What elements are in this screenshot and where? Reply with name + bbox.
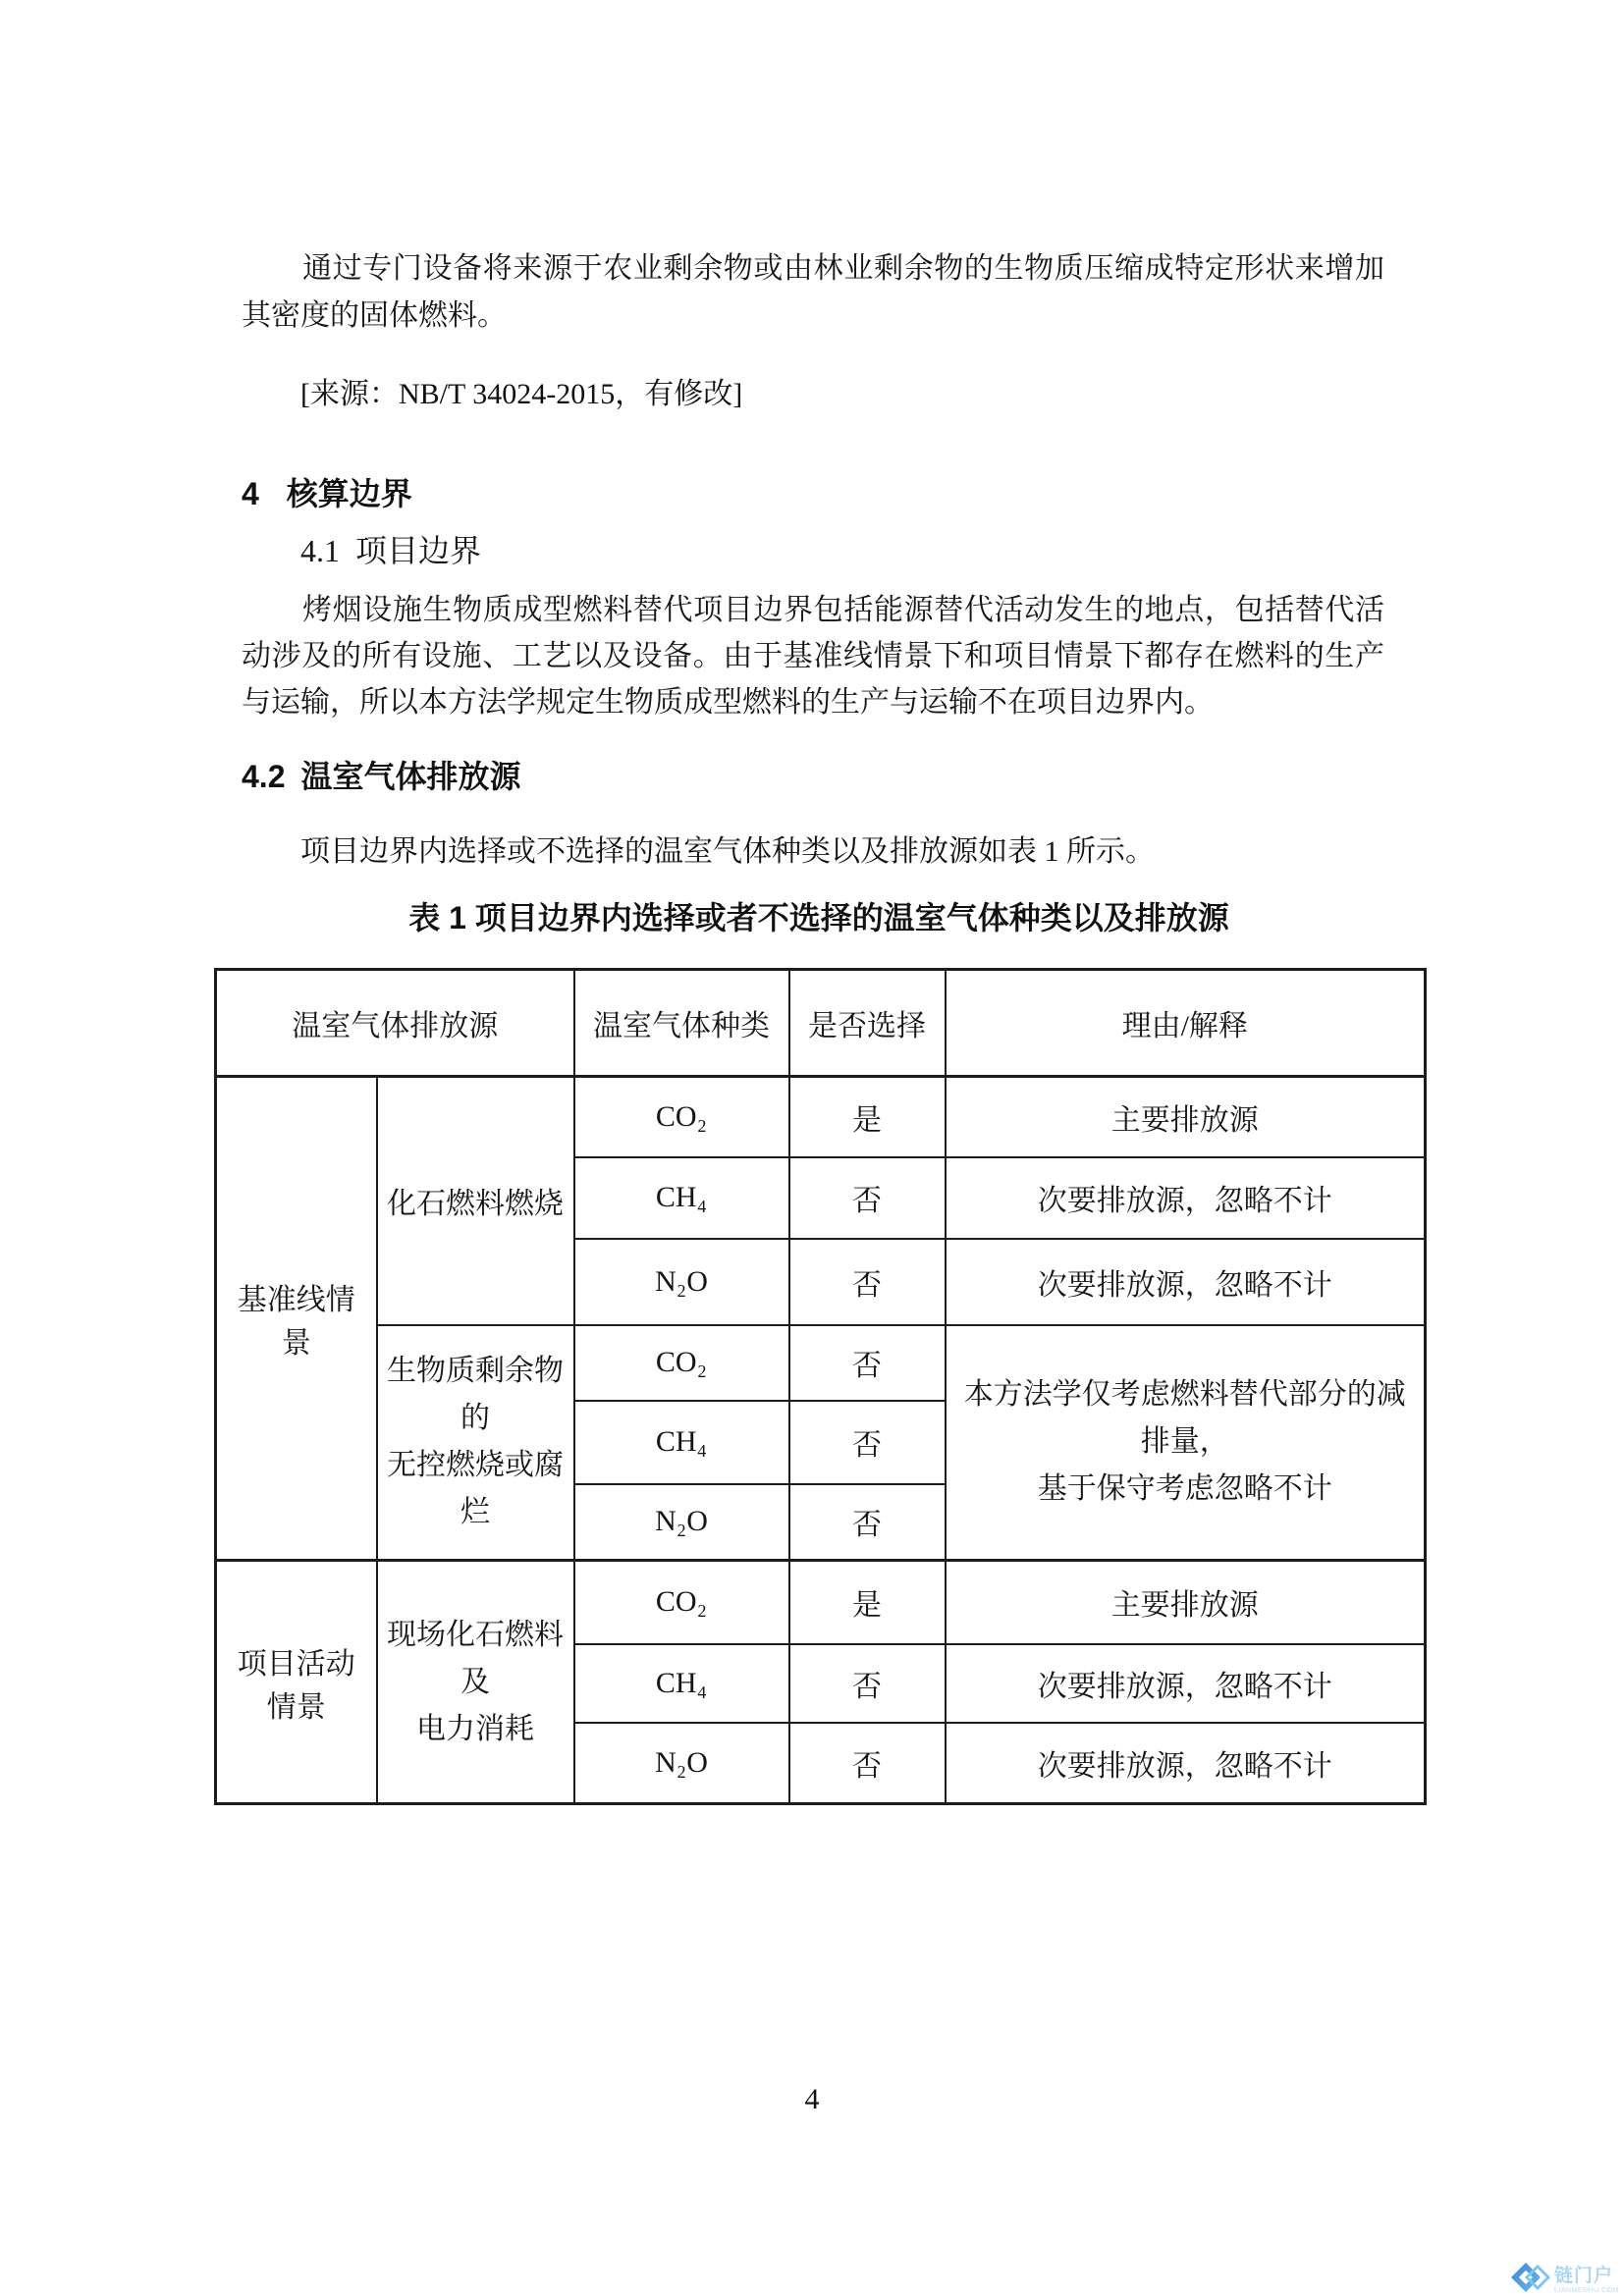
paragraph-definition: 通过专门设备将来源于农业剩余物或由林业剩余物的生物质压缩成特定形状来增加其密度的固体燃料。: [242, 252, 1384, 332]
table-row: [216, 1077, 1426, 1157]
watermark-text: [1554, 2267, 1619, 2294]
cell-onsite-fossil-electricity: [377, 1561, 574, 1804]
cell-gas: CO₂: [574, 1561, 789, 1644]
header-gas-type: 温室气体种类: [574, 970, 789, 1077]
cell-baseline-scenario: 基准线情景: [216, 1077, 377, 1561]
cell-reason: 次要排放源，忽略不计: [946, 1239, 1426, 1325]
cell-reason: 主要排放源: [946, 1561, 1426, 1644]
cell-biomass-reason: [946, 1325, 1426, 1561]
biomass-reason-line2: 基于保守考虑忽略不计: [1037, 1472, 1332, 1506]
table-row: [216, 1325, 1426, 1401]
cell-selected: 否: [789, 1723, 946, 1804]
cell-selected: 否: [789, 1239, 946, 1325]
ghg-emission-sources-table: [214, 968, 1427, 1805]
cell-selected: 否: [789, 1157, 946, 1239]
header-selected: 是否选择: [789, 970, 946, 1077]
onsite-label-line2: 电力消耗: [416, 1712, 534, 1745]
cell-selected: 是: [789, 1561, 946, 1644]
cell-selected: 否: [789, 1401, 946, 1484]
cell-gas: CO₂: [574, 1077, 789, 1157]
paragraph-table-intro: 项目边界内选择或不选择的温室气体种类以及排放源如表 1 所示。: [300, 835, 1155, 868]
table-header-row: [216, 970, 1426, 1077]
section-4-1-title: 项目边界: [355, 533, 482, 568]
section-4-2-number: 4.2: [242, 759, 286, 794]
cell-reason: 次要排放源，忽略不计: [946, 1157, 1426, 1239]
cell-gas: CH₄: [574, 1401, 789, 1484]
cell-selected: 是: [789, 1077, 946, 1157]
header-reason: 理由/解释: [946, 970, 1426, 1077]
section-4-2-title: 温室气体排放源: [300, 759, 521, 794]
section-heading-4: [242, 469, 412, 514]
biomass-label-line1: 生物质剩余物的: [387, 1355, 564, 1435]
section-heading-4-1: [300, 526, 481, 571]
cell-reason: 次要排放源，忽略不计: [946, 1723, 1426, 1804]
cell-gas: N₂O: [574, 1239, 789, 1325]
section-4-number: 4: [242, 476, 259, 511]
section-4-1-number: 4.1: [300, 533, 340, 568]
cell-gas: CH₄: [574, 1644, 789, 1723]
cell-selected: 否: [789, 1644, 946, 1723]
biomass-reason-line1: 本方法学仅考虑燃料替代部分的减排量，: [963, 1378, 1406, 1459]
paragraph-project-boundary: 烤烟设施生物质成型燃料替代项目边界包括能源替代活动发生的地点，包括替代活动涉及的所有设施、工艺以及设备。由于基准线情景下和项目情景下都存在燃料的生产与运输，所以本方法学规定生物质成型燃料的生产与运输不在项目边界内。: [242, 594, 1384, 719]
cell-project-activity-scenario: 项目活动情景: [216, 1561, 377, 1804]
cell-gas: N₂O: [574, 1723, 789, 1804]
section-heading-4-2: [242, 752, 521, 797]
table-1-caption: 表 1 项目边界内选择或者不选择的温室气体种类以及排放源: [408, 900, 1229, 935]
biomass-label-line2: 无控燃烧或腐烂: [387, 1449, 564, 1529]
cell-selected: 否: [789, 1484, 946, 1561]
cell-fossil-fuel-combustion: 化石燃料燃烧: [377, 1077, 574, 1325]
header-emission-source: 温室气体排放源: [216, 970, 574, 1077]
page-number: 4: [804, 2083, 820, 2115]
watermark-logo: [1511, 2260, 1619, 2296]
onsite-label-line1: 现场化石燃料及: [387, 1618, 564, 1698]
source-note: [来源：NB/T 34024-2015，有修改]: [300, 378, 743, 410]
cell-biomass-residue-source: [377, 1325, 574, 1561]
section-4-title: 核算边界: [286, 476, 412, 511]
cell-reason: 次要排放源，忽略不计: [946, 1644, 1426, 1723]
cell-selected: 否: [789, 1325, 946, 1401]
cell-gas: CH₄: [574, 1157, 789, 1239]
watermark-domain: LIANMENHU.COM: [1553, 2286, 1619, 2294]
lianmenhu-diamond-icon: [1511, 2260, 1550, 2296]
cell-gas: CO₂: [574, 1325, 789, 1401]
watermark-name: 链门户: [1553, 2265, 1613, 2286]
cell-reason: 主要排放源: [946, 1077, 1426, 1157]
cell-gas: N₂O: [574, 1484, 789, 1561]
table-row: [216, 1561, 1426, 1644]
